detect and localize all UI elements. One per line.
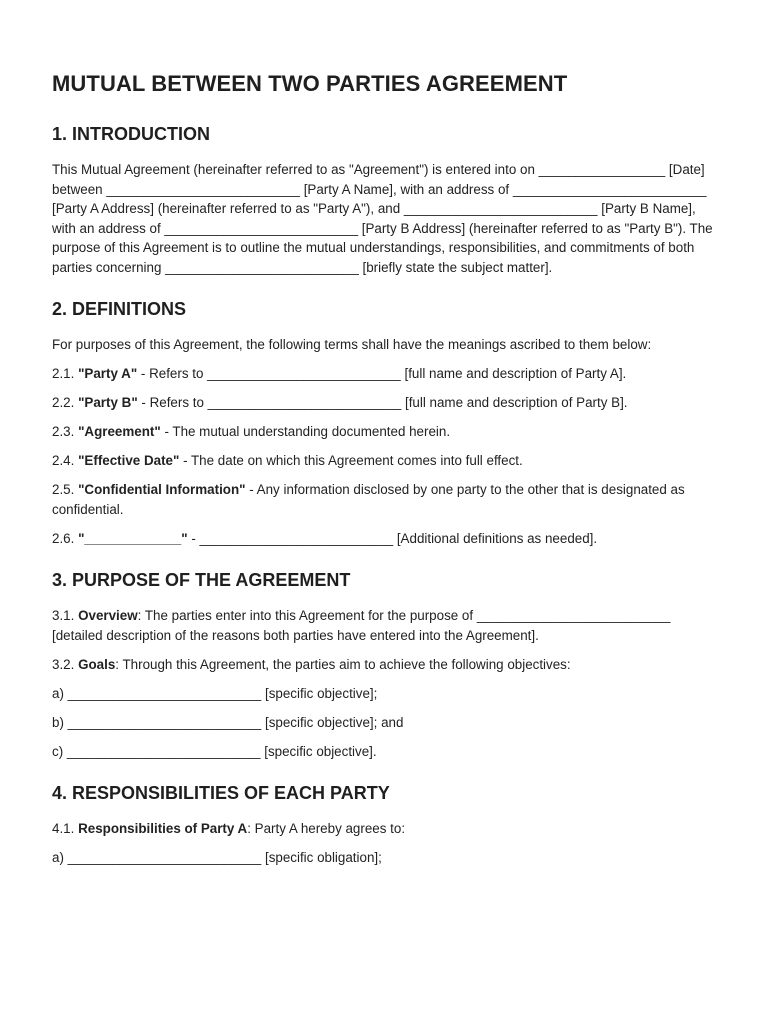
item-text: : Party A hereby agrees to: <box>247 821 406 836</box>
responsibility-item <box>52 819 722 839</box>
item-text: - Any information disclosed by one party to the other that is designated as confidential. <box>52 482 685 517</box>
definition-item <box>52 364 722 384</box>
definition-item <box>52 422 722 442</box>
objective-item: a) __________________________ [specific objective]; <box>52 685 378 701</box>
section-heading: 1. INTRODUCTION <box>52 124 211 144</box>
item-term: Responsibilities of Party A <box>78 821 248 836</box>
obligation-item: a) __________________________ [specific obligation]; <box>52 850 382 865</box>
item-text: : The parties enter into this Agreement for the purpose of __________________________ [detailed description of the reasons both parties have entered into the Agreement]. <box>52 608 671 643</box>
item-number: 2.2. <box>52 395 75 410</box>
item-number: 2.3. <box>52 424 75 439</box>
section-definitions <box>52 297 722 548</box>
item-term: "Party B" <box>78 395 138 410</box>
item-term: Overview <box>78 608 138 623</box>
document-title: MUTUAL BETWEEN TWO PARTIES AGREEMENT <box>52 71 568 96</box>
item-term: Goals <box>78 656 116 672</box>
purpose-item <box>52 655 722 675</box>
section-purpose <box>52 568 722 761</box>
item-number: 2.4. <box>52 453 75 468</box>
item-number: 2.6. <box>52 530 75 546</box>
section-heading: 2. DEFINITIONS <box>52 299 187 319</box>
item-term: "Effective Date" <box>78 453 180 468</box>
item-number: 2.1. <box>52 366 75 381</box>
introduction-paragraph: This Mutual Agreement (hereinafter referred to as "Agreement") is entered into on _________________ [Date] between __________________________ [Party A Name], with an address of __________________________ [Party A Address] (hereinafter referred to as "Party A"), and __________________________ [Party B Name], with an address of __________________________ [Party B Address] (hereinafter referred to as "Party B"). The purpose of this Agreement is to outline the mutual understandings, responsibilities, and commitments of both parties concerning __________________________ [briefly state the subject matter]. <box>52 162 713 275</box>
definitions-intro: For purposes of this Agreement, the following terms shall have the meanings ascribed to them below: <box>52 337 652 352</box>
section-responsibilities <box>52 781 722 868</box>
section-introduction <box>52 122 722 277</box>
item-number: 2.5. <box>52 482 75 497</box>
item-term: "Agreement" <box>78 424 161 439</box>
objective-item: c) __________________________ [specific objective]. <box>52 743 377 759</box>
purpose-item <box>52 606 722 645</box>
definition-item <box>52 480 722 519</box>
definition-item <box>52 393 722 413</box>
item-term: "Confidential Information" <box>78 482 246 497</box>
definition-item <box>52 529 722 549</box>
item-number: 3.1. <box>52 608 75 623</box>
item-term: "Party A" <box>78 366 138 381</box>
section-heading: 3. PURPOSE OF THE AGREEMENT <box>52 570 351 590</box>
objective-item: b) __________________________ [specific objective]; and <box>52 714 404 730</box>
item-number: 3.2. <box>52 656 75 672</box>
item-number: 4.1. <box>52 821 75 836</box>
item-text: - The date on which this Agreement comes into full effect. <box>179 453 523 468</box>
item-text: - The mutual understanding documented herein. <box>160 424 451 439</box>
item-term: "_____________" <box>78 530 188 546</box>
item-text: : Through this Agreement, the parties aim to achieve the following objectives: <box>115 656 571 672</box>
item-text: - Refers to __________________________ [full name and description of Party A]. <box>137 366 627 381</box>
definition-item <box>52 451 722 471</box>
item-text: - __________________________ [Additional definitions as needed]. <box>187 530 598 546</box>
document-page <box>52 70 722 877</box>
section-heading: 4. RESPONSIBILITIES OF EACH PARTY <box>52 783 390 803</box>
item-text: - Refers to __________________________ [full name and description of Party B]. <box>137 395 628 410</box>
